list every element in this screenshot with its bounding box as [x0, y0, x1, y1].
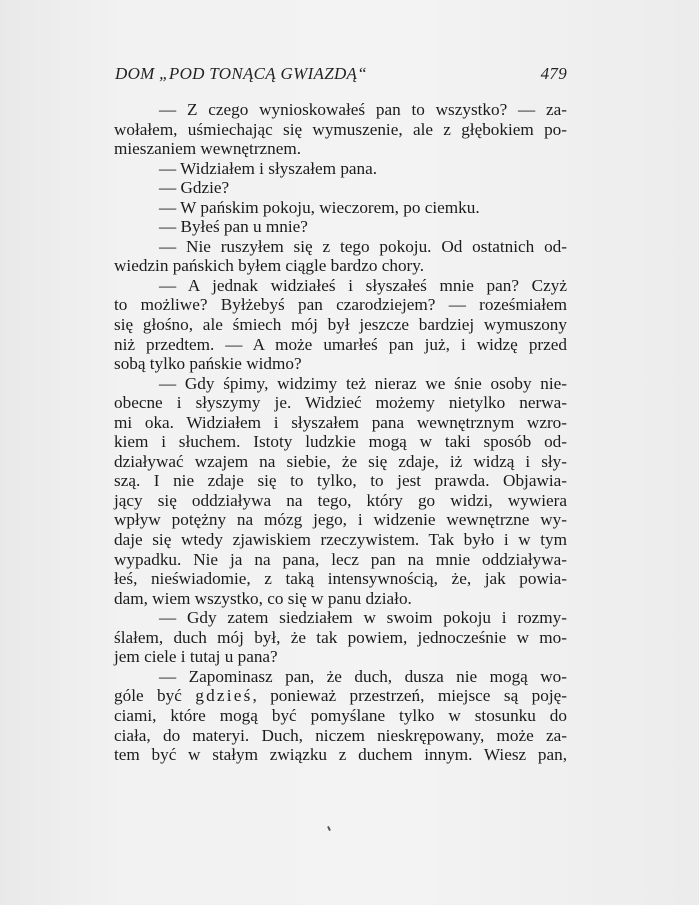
text-line: ciała, do materyi. Duch, niczem nieskrępowany, może za-: [114, 725, 567, 745]
page-number: 479: [540, 64, 567, 83]
text-line: — Gdy śpimy, widzimy też nieraz we śnie osoby nie-: [159, 373, 567, 393]
text-line: mieszaniem wewnętrznem.: [114, 139, 302, 159]
text-line: sobą tylko pańskie widmo?: [114, 354, 302, 374]
text-line: to możliwe? Byłżebyś pan czarodziejem? — roześmiałem: [114, 295, 567, 315]
text-line: wypadku. Nie ja na pana, lecz pan na mnie oddziaływa-: [114, 549, 567, 569]
text-line: mi oka. Widziałem i słyszałem pana wewnętrznym wzro-: [114, 412, 567, 432]
text-line: — Widziałem i słyszałem pana.: [159, 158, 378, 178]
text-fragment: , ponieważ przestrzeń, miejsce są poję-: [252, 686, 567, 706]
text-line: dam, wiem wszystko, co się w panu działo.: [114, 588, 412, 608]
text-fragment: góle być: [114, 686, 196, 706]
emphasized-word: gdzieś: [195, 686, 253, 706]
text-line: kiem i słuchem. Istoty ludzkie mogą w taki sposób od-: [114, 432, 567, 452]
paper-speck: [327, 826, 331, 831]
text-line: niż przedtem. — A może umarłeś pan już, i widzę przed: [114, 334, 567, 354]
text-line: działywać wzajem na siebie, że się zdaje, iż widzą i sły-: [114, 451, 567, 471]
text-line: szą. I nie zdaje się to tylko, to jest prawda. Objawia-: [114, 471, 567, 491]
text-line: — Gdzie?: [159, 178, 230, 198]
text-line: się głośno, ale śmiech mój był jeszcze bardziej wymuszony: [114, 315, 567, 335]
text-line: — A jednak widziałeś i słyszałeś mnie pan? Czyż: [159, 275, 567, 295]
body-text: [114, 100, 567, 765]
text-line: wołałem, uśmiechając się wymuszenie, ale z głębokiem po-: [114, 119, 567, 139]
text-line: — W pańskim pokoju, wieczorem, po ciemku.: [159, 197, 480, 217]
text-line: daje się wtedy zjawiskiem rzeczywistem. Tak było i w tym: [114, 530, 567, 550]
text-line: wiedzin pańskich byłem ciągle bardzo chory.: [114, 256, 425, 276]
text-line: tem być w stałym związku z duchem innym. Wiesz pan,: [114, 745, 567, 765]
text-line: [114, 686, 567, 706]
text-line: ciami, które mogą być pomyślane tylko w stosunku do: [114, 705, 567, 725]
text-line: obecne i słyszymy je. Widzieć możemy nietylko nerwa-: [114, 393, 567, 413]
text-line: — Byłeś pan u mnie?: [159, 217, 308, 237]
text-line: łeś, nieświadomie, z taką intensywnością, że, jak powia-: [114, 569, 567, 589]
text-line: ślałem, duch mój był, że tak powiem, jednocześnie w mo-: [114, 627, 567, 647]
chapter-title: DOM „POD TONĄCĄ GWIAZDĄ“: [115, 64, 367, 83]
text-line: jem ciele i tutaj u pana?: [114, 647, 278, 667]
text-line: — Gdy zatem siedziałem w swoim pokoju i rozmy-: [159, 608, 567, 628]
text-line: jący się oddziaływa na tego, który go widzi, wywiera: [114, 490, 567, 510]
text-line: — Nie ruszyłem się z tego pokoju. Od ostatnich od-: [159, 236, 567, 256]
text-line: wpływ potężny na mózg jego, i widzenie wewnętrzne wy-: [114, 510, 567, 530]
running-head: [115, 64, 567, 88]
text-line: — Z czego wynioskowałeś pan to wszystko? — za-: [159, 100, 567, 119]
text-line: — Zapominasz pan, że duch, dusza nie mogą wo-: [159, 666, 567, 686]
